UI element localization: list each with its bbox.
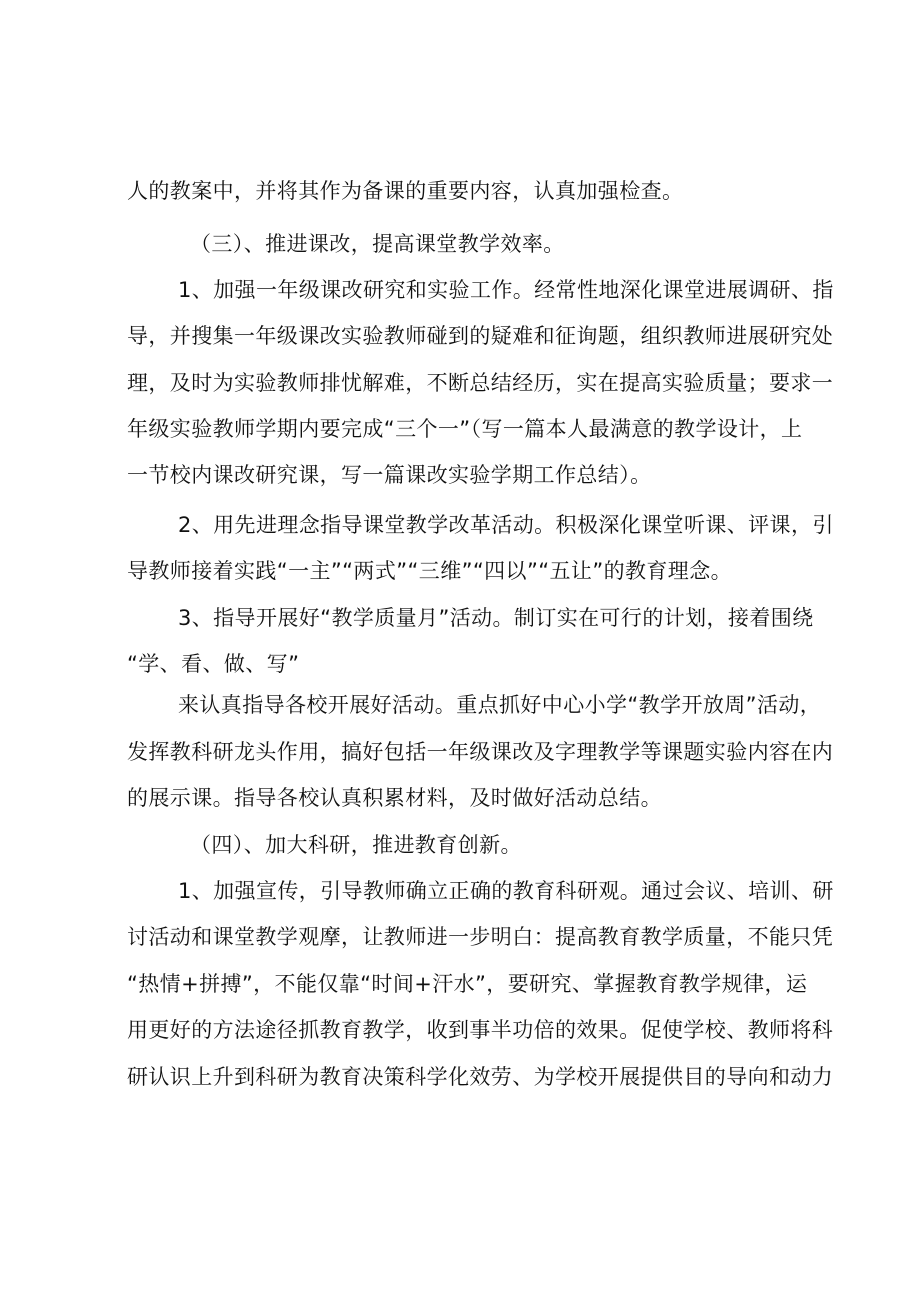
paragraph-line-19: 用更好的方法途径抓教育教学，收到事半功倍的效果。促使学校、教师将科: [127, 1018, 834, 1042]
section-heading-4: （四）、加大科研，推进教育创新。: [190, 833, 522, 857]
paragraph-line-5: 理，及时为实验教师排忧解难，不断总结经历，实在提高实验质量；要求一: [127, 371, 834, 395]
paragraph-line-14: 的展示课。指导各校认真积累材料，及时做好活动总结。: [127, 786, 662, 810]
paragraph-line-4: 导，并搜集一年级课改实验教师碰到的疑难和征询题，组织教师进展研究处: [127, 324, 834, 348]
paragraph-line-9: 导教师接着实践“一主”“两式”“三维”“四以”“五让”的教育理念。: [127, 559, 732, 583]
paragraph-line-1: 人的教案中，并将其作为备课的重要内容，认真加强检查。: [127, 179, 684, 203]
section-heading-3: （三）、推进课改，提高课堂教学效率。: [190, 232, 565, 256]
paragraph-line-7: 一节校内课改研究课，写一篇课改实验学期工作总结）。: [127, 463, 652, 487]
paragraph-line-6: 年级实验教师学期内要完成“三个一”（写一篇本人最满意的教学设计，上: [127, 417, 803, 441]
paragraph-line-18: “热情+拼搏”，不能仅靠“时间+汗水”，要研究、掌握教育教学规律，运: [127, 972, 808, 996]
paragraph-line-11: “学、看、做、写”: [127, 652, 300, 676]
paragraph-line-12: 来认真指导各校开展好活动。重点抓好中心小学“教学开放周”活动，: [178, 693, 822, 717]
paragraph-line-8: 2、用先进理念指导课堂教学改革活动。积极深化课堂听课、评课，引: [178, 513, 834, 537]
paragraph-line-17: 讨活动和课堂教学观摩，让教师进一步明白：提高教育教学质量，不能只凭: [127, 925, 834, 949]
paragraph-line-20: 研认识上升到科研为教育决策科学化效劳、为学校开展提供目的导向和动力: [127, 1065, 834, 1089]
paragraph-line-16: 1、加强宣传，引导教师确立正确的教育科研观。通过会议、培训、研: [178, 879, 834, 903]
paragraph-line-10: 3、指导开展好“教学质量月”活动。制订实在可行的计划，接着围绕: [178, 606, 814, 630]
paragraph-line-13: 发挥教科研龙头作用，搞好包括一年级课改及字理教学等课题实验内容在内: [127, 740, 834, 764]
paragraph-line-3: 1、加强一年级课改研究和实验工作。经常性地深化课堂进展调研、指: [178, 278, 834, 302]
